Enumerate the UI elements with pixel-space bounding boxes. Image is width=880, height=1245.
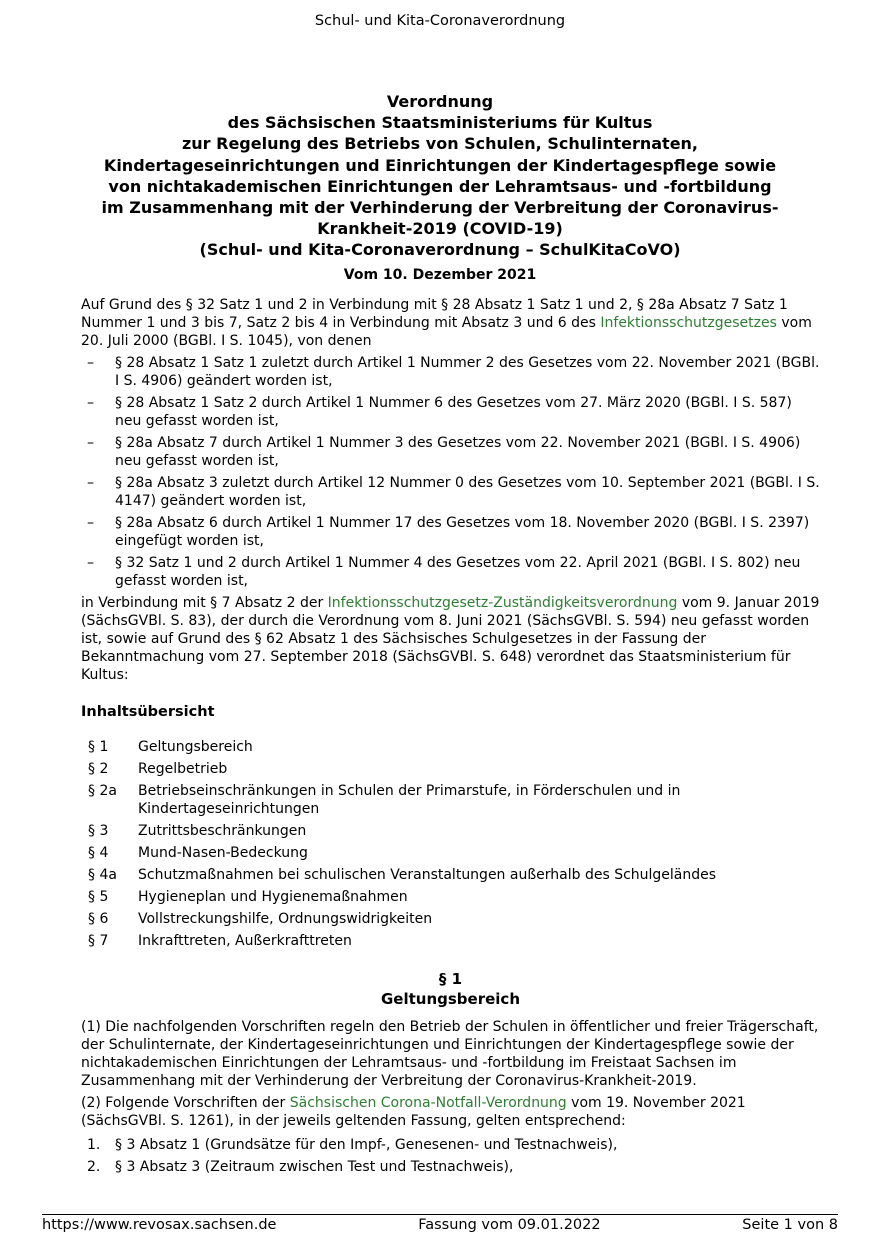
footer-url[interactable]: https://www.revosax.sachsen.de [42, 1217, 277, 1233]
toc-row[interactable] [88, 844, 820, 866]
preamble [81, 296, 820, 350]
title-line: (Schul- und Kita-Coronaverordnung – SchulKitaCoVO) [199, 240, 681, 260]
toc-number: § 6 [88, 911, 109, 927]
list-item-text: § 3 Absatz 1 (Grundsätze für den Impf-, Genesenen- und Testnachweis), [115, 1137, 618, 1153]
preamble-text-end: vom 20. Juli 2000 (BGBl. I S. 1045), von denen [81, 315, 812, 349]
toc-label: Schutzmaßnahmen bei schulischen Veranstaltungen außerhalb des Schulgeländes [138, 867, 717, 883]
list-item [81, 554, 820, 590]
list-item [81, 394, 820, 430]
toc-label: Hygieneplan und Hygienemaßnahmen [138, 889, 408, 905]
footer-divider [42, 1214, 838, 1215]
toc-number: § 4a [88, 867, 117, 883]
preamble-text: Auf Grund des § 32 Satz 1 und 2 in Verbindung mit § 28 Absatz 1 Satz 1 und 2, § 28a Absatz 7 Satz 1 Nummer 1 und 3 bis 7, Satz 2 bis 4 in Verbindung mit Absatz 3 und 6 des [81, 297, 788, 331]
list-item [81, 1136, 820, 1154]
amendment-list [81, 354, 820, 590]
section-title: Geltungsbereich [380, 990, 520, 1008]
toc-row[interactable] [88, 888, 820, 910]
toc-number: § 4 [88, 845, 109, 861]
toc-row[interactable] [88, 910, 820, 932]
toc-label: Mund-Nasen-Bedeckung [138, 845, 308, 861]
section-paragraph-1: (1) Die nachfolgenden Vorschriften regeln den Betrieb der Schulen in öffentlicher und freier Trägerschaft, der Schulinternate, der Kindertageseinrichtungen und Einrichtungen der Kindertagespflege sowie der nichtakademischen Einrichtungen der Lehramtsaus- und -fortbildung im Freistaat Sachsen im Zusammenhang mit der Verhinderung der Verbreitung der Coronavirus-Krankheit-2019. [81, 1019, 819, 1089]
corona-notfall-verordnung-link[interactable]: Sächsischen Corona-Notfall-Verordnung [289, 1095, 567, 1111]
continuation-paragraph [81, 594, 820, 684]
title-line: von nichtakademischen Einrichtungen der Lehramtsaus- und -fortbildung [108, 176, 772, 196]
toc-row[interactable] [88, 760, 820, 782]
list-item-text: § 28a Absatz 7 durch Artikel 1 Nummer 3 des Gesetzes vom 22. November 2021 (BGBl. I S. 4906) neu gefasst worden ist, [115, 435, 801, 469]
dash-bullet: – [87, 475, 94, 491]
toc-row[interactable] [88, 782, 820, 822]
continuation-text-end: vom 9. Januar 2019 (SächsGVBl. S. 83), der durch die Verordnung vom 8. Juni 2021 (SächsGVBl. S. 594) neu gefasst worden ist, sowie auf Grund des § 62 Absatz 1 des Sächsisches Schulgesetzes in der Fassung der Bekanntmachung vom 27. September 2018 (SächsGVBl. S. 648) verordnet das Staatsministerium für Kultus: [81, 595, 820, 683]
list-item [81, 1158, 820, 1176]
continuation-text: in Verbindung mit § 7 Absatz 2 der [81, 595, 328, 611]
title-line: Verordnung [386, 92, 494, 111]
toc-number: § 2 [88, 761, 109, 777]
title-line: im Zusammenhang mit der Verhinderung der Verbreitung der Coronavirus- [101, 198, 779, 218]
list-number: 1. [87, 1137, 101, 1153]
list-item [81, 474, 820, 510]
page-header-title: Schul- und Kita-Coronaverordnung [314, 13, 566, 29]
document-title [60, 91, 820, 261]
page-footer [42, 1216, 838, 1234]
document-body [81, 296, 820, 1180]
list-item [81, 434, 820, 470]
numbered-list [81, 1136, 820, 1176]
toc-label: Inkrafttreten, Außerkrafttreten [138, 933, 352, 949]
zustaendigkeitsverordnung-link[interactable]: Infektionsschutzgesetz-Zuständigkeitsverordnung [327, 595, 678, 611]
dash-bullet: – [87, 355, 94, 371]
section-paragraph-2 [81, 1094, 820, 1130]
title-line: zur Regelung des Betriebs von Schulen, Schulinternaten, [181, 134, 699, 154]
toc-label: Betriebseinschränkungen in Schulen der Primarstufe, in Förderschulen und in Kindertageseinrichtungen [138, 783, 681, 817]
dash-bullet: – [87, 395, 94, 411]
toc-number: § 1 [88, 739, 109, 755]
list-item-text: § 3 Absatz 3 (Zeitraum zwischen Test und Testnachweis), [115, 1159, 514, 1175]
toc-heading: Inhaltsübersicht [81, 704, 215, 720]
footer-version: Fassung vom 09.01.2022 [418, 1217, 601, 1233]
list-item-text: § 28 Absatz 1 Satz 1 zuletzt durch Artikel 1 Nummer 2 des Gesetzes vom 22. November 2021 (BGBl. I S. 4906) geändert worden ist, [115, 355, 820, 389]
paragraph-text: (2) Folgende Vorschriften der [81, 1095, 290, 1111]
footer-page-number: Seite 1 von 8 [742, 1217, 838, 1233]
toc-number: § 7 [88, 933, 109, 949]
infektionsschutzgesetz-link[interactable]: Infektionsschutzgesetzes [600, 315, 777, 331]
toc-label: Vollstreckungshilfe, Ordnungswidrigkeiten [138, 911, 433, 927]
toc-row[interactable] [88, 738, 820, 760]
toc-label: Zutrittsbeschränkungen [138, 823, 307, 839]
list-item-text: § 32 Satz 1 und 2 durch Artikel 1 Nummer 4 des Gesetzes vom 22. April 2021 (BGBl. I S. 802) neu gefasst worden ist, [115, 555, 801, 589]
toc-number: § 3 [88, 823, 109, 839]
toc-label: Regelbetrieb [138, 761, 228, 777]
dash-bullet: – [87, 515, 94, 531]
toc-number: § 5 [88, 889, 109, 905]
toc-row[interactable] [88, 866, 820, 888]
title-line: Kindertageseinrichtungen und Einrichtungen der Kindertagespflege sowie [103, 155, 777, 175]
dash-bullet: – [87, 435, 94, 451]
list-item-text: § 28 Absatz 1 Satz 2 durch Artikel 1 Nummer 6 des Gesetzes vom 27. März 2020 (BGBl. I S. 587) neu gefasst worden ist, [115, 395, 792, 429]
document-date: Vom 10. Dezember 2021 [343, 267, 537, 283]
title-line: Krankheit-2019 (COVID-19) [317, 219, 563, 239]
title-line: des Sächsischen Staatsministeriums für Kultus [227, 113, 653, 133]
toc-number: § 2a [88, 783, 117, 799]
toc-row[interactable] [88, 822, 820, 844]
paragraph-text-end: vom 19. November 2021 (SächsGVBl. S. 1261), in der jeweils geltenden Fassung, gelten entsprechend: [81, 1095, 746, 1129]
toc-label: Geltungsbereich [138, 739, 253, 755]
toc-row[interactable] [88, 932, 820, 954]
list-item-text: § 28a Absatz 6 durch Artikel 1 Nummer 17 des Gesetzes vom 18. November 2020 (BGBl. I S. 2397) eingefügt worden ist, [115, 515, 810, 549]
list-item-text: § 28a Absatz 3 zuletzt durch Artikel 12 Nummer 0 des Gesetzes vom 10. September 2021 (BGBl. I S. 4147) geändert worden ist, [115, 475, 820, 509]
dash-bullet: – [87, 555, 94, 571]
list-item [81, 514, 820, 550]
list-number: 2. [87, 1159, 101, 1175]
list-item [81, 354, 820, 390]
table-of-contents [88, 738, 820, 954]
section-number: § 1 [438, 970, 463, 988]
